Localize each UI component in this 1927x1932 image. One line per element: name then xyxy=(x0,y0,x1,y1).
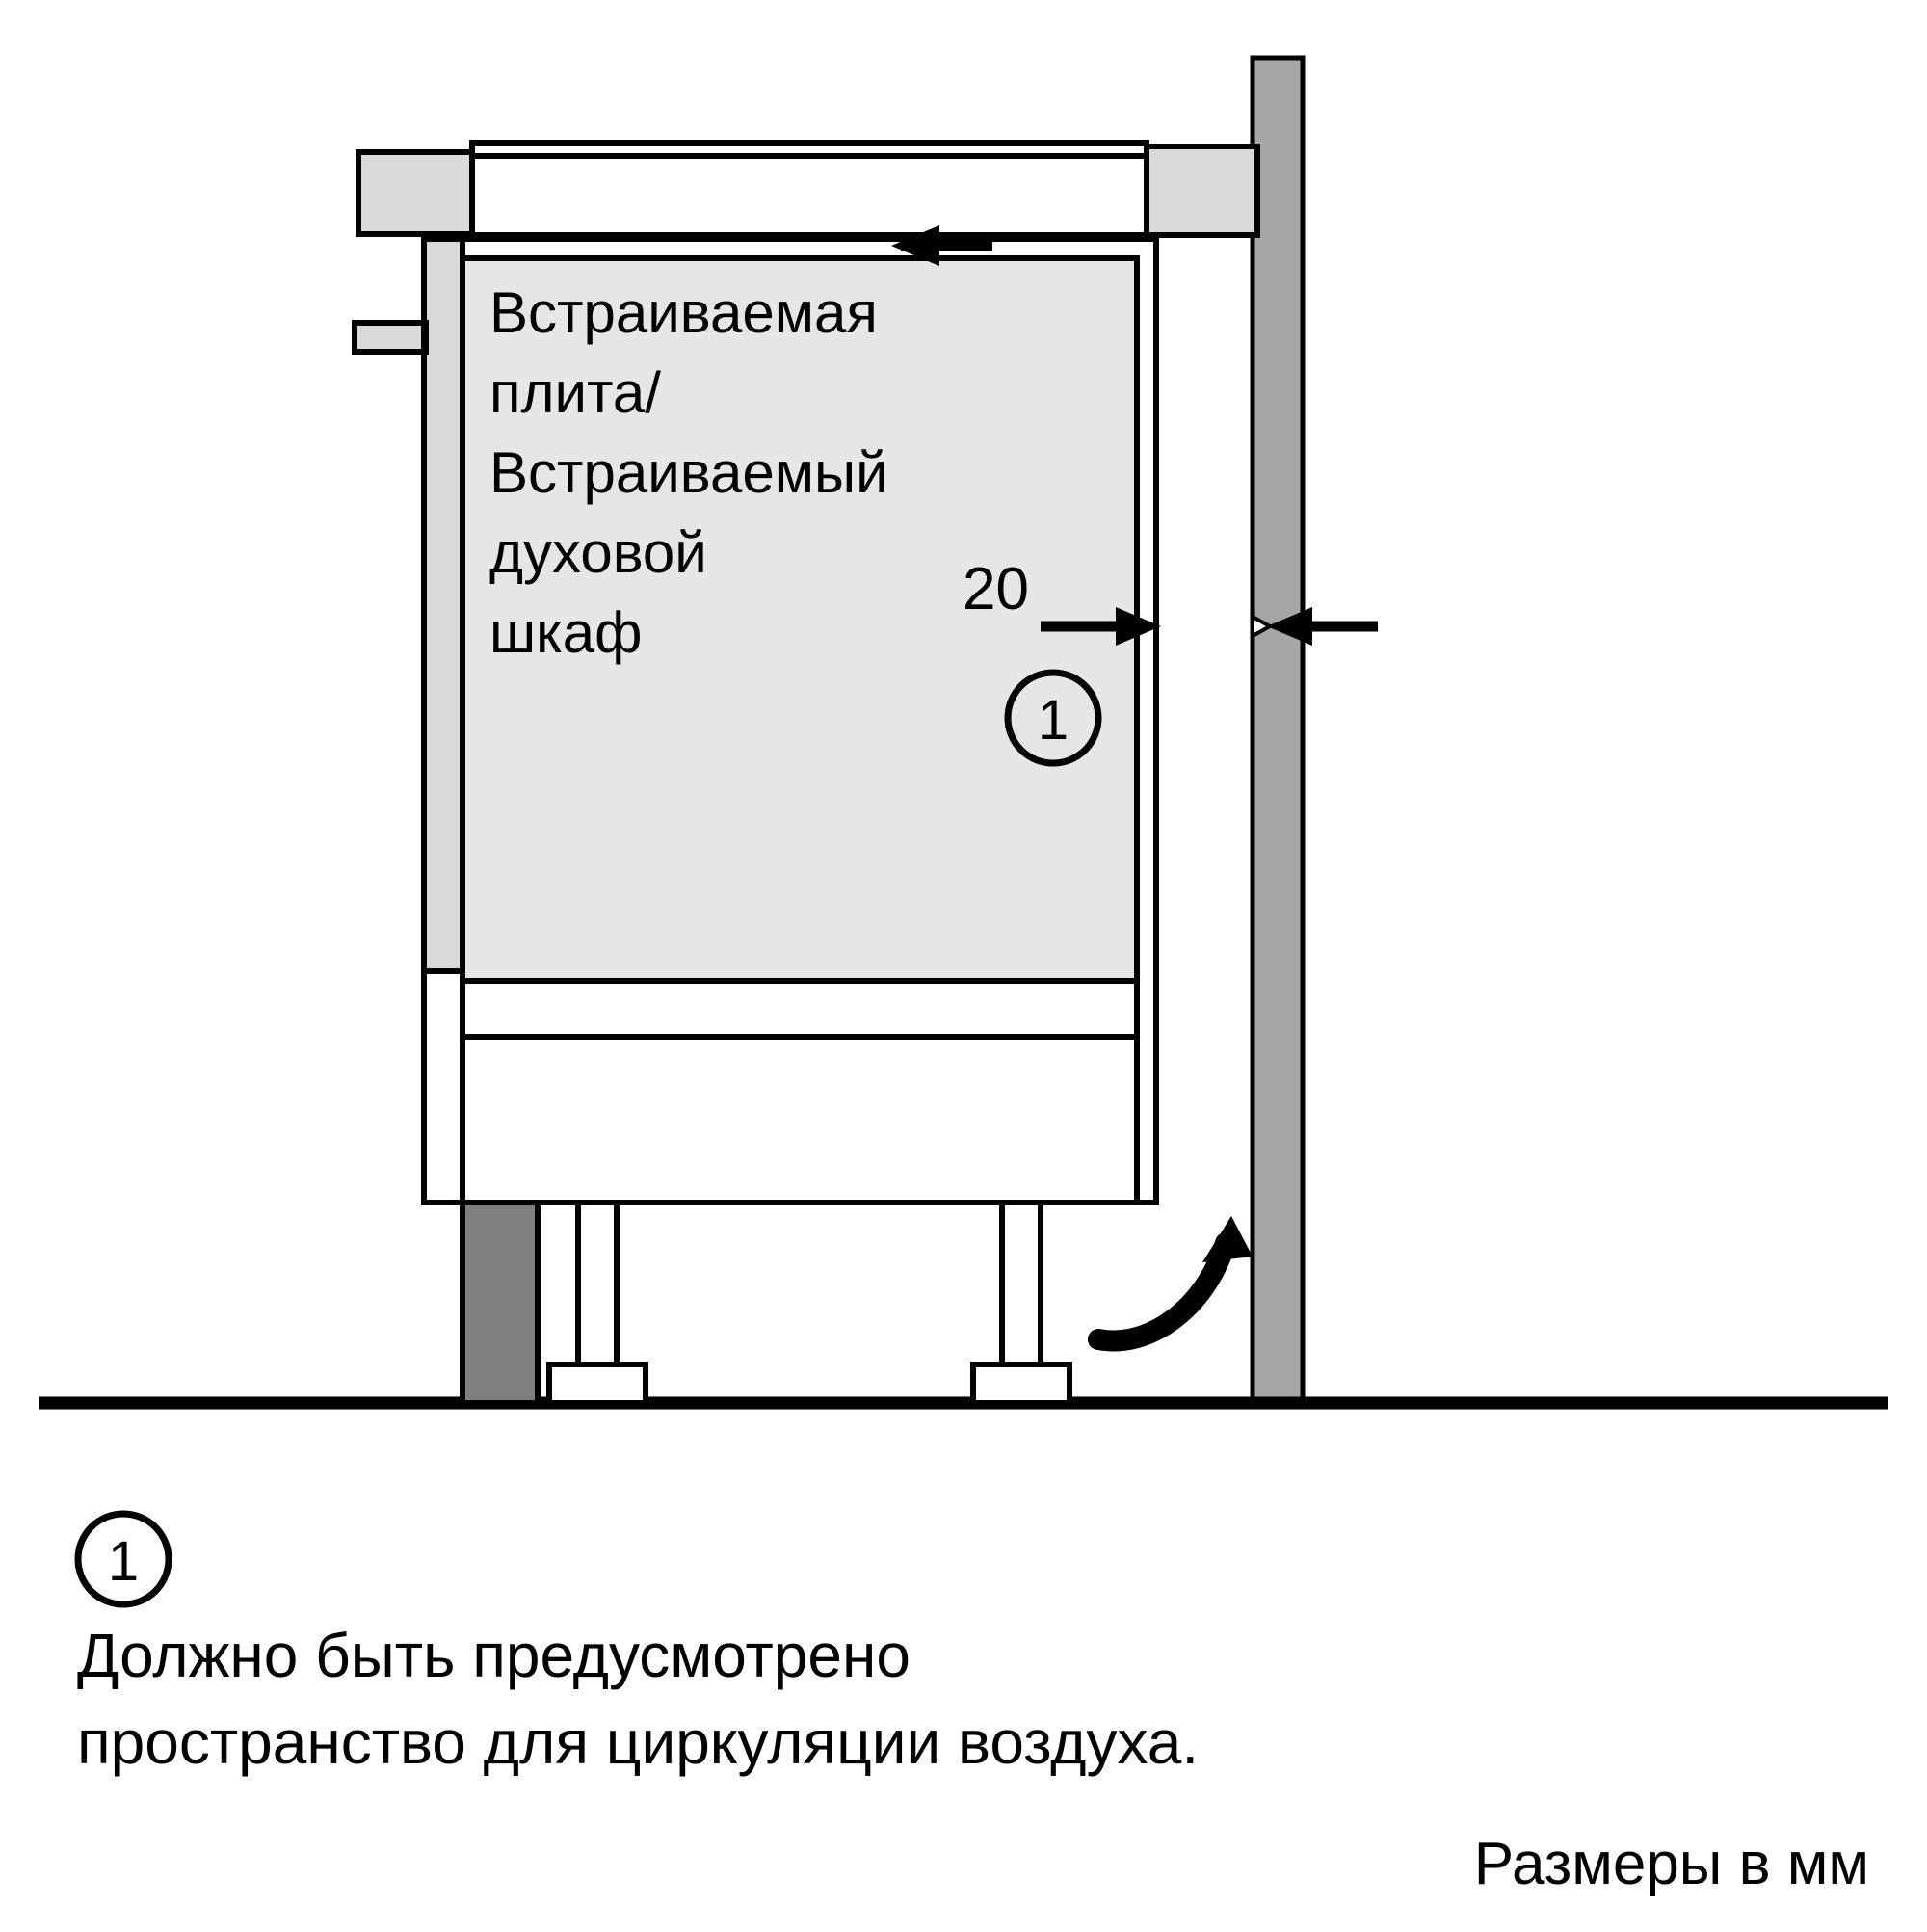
handle-stub xyxy=(355,323,426,352)
leg-1-foot xyxy=(549,1364,646,1403)
worktop-right-cap xyxy=(1142,146,1257,235)
worktop-left-cap xyxy=(358,152,474,234)
drawer-top-rail xyxy=(462,981,1137,1037)
appliance-label-line-4: духовой xyxy=(489,520,707,585)
legend-text-line-2: пространство для циркуляции воздуха. xyxy=(77,1707,1200,1777)
leg-2-post xyxy=(1002,1203,1041,1364)
legend-number: 1 xyxy=(107,1530,140,1593)
appliance-label-line-5: шкаф xyxy=(489,600,643,665)
callout-number: 1 xyxy=(1037,689,1069,752)
leg-2-foot xyxy=(973,1364,1069,1403)
leg-1-post xyxy=(578,1203,617,1364)
appliance-label-line-1: Встраиваемая xyxy=(489,280,878,345)
dimension-20-label: 20 xyxy=(963,556,1029,622)
legend-text-line-1: Должно быть предусмотрено xyxy=(77,1621,911,1690)
lower-cabinet-group xyxy=(462,981,1137,1203)
appliance-label-line-2: плита/ xyxy=(489,360,661,425)
wall-group xyxy=(1253,58,1303,1402)
worktop-group xyxy=(358,143,1257,235)
drawer-front xyxy=(462,1037,1137,1203)
cabinet-side-panel xyxy=(424,239,462,971)
plinth-block xyxy=(462,1203,538,1403)
worktop-top-edge xyxy=(472,143,1147,156)
appliance-label-line-3: Встраиваемый xyxy=(489,440,888,505)
units-note: Размеры в мм xyxy=(1473,1831,1869,1897)
wall xyxy=(1253,58,1303,1402)
